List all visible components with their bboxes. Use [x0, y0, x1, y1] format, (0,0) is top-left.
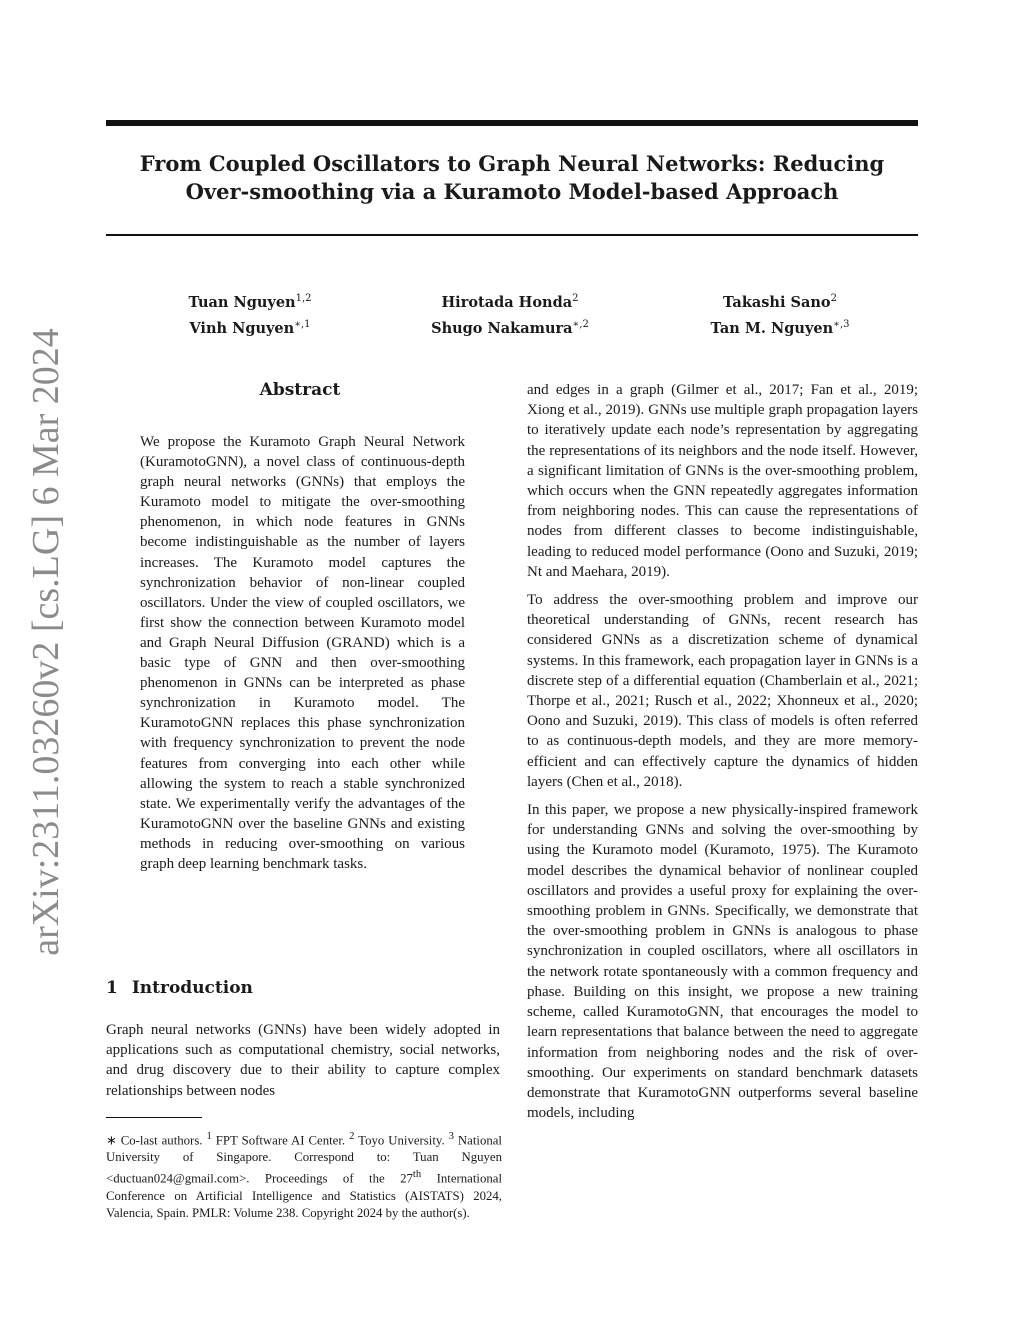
section-title: Introduction — [131, 978, 253, 998]
section-heading-introduction — [106, 978, 253, 998]
introduction-text: Graph neural networks (GNNs) have been widely adopted in applications such as computational chemistry, social networks, and drug discovery due to their ability to capture complex relationships between nodes — [106, 1022, 500, 1099]
paper-title — [106, 150, 918, 206]
title-line-2: Over-smoothing via a Kuramoto Model-based Approach — [185, 179, 839, 204]
author: Vinh Nguyen$^{∗,1}$ — [189, 318, 311, 337]
footnote-rule — [106, 1117, 202, 1118]
paragraph: and edges in a graph (Gilmer et al., 2017; Fan et al., 2019; Xiong et al., 2019). GNNs use multiple graph propagation layers to iteratively update each node’s representation by aggregating the representations of its neighbors and the node itself. However, a significant limitation of GNNs is the over-smoothing problem, which occurs when the GNN repeatedly aggregates information from neighboring nodes. This can cause the representations of nodes from different classes to become indistinguishable, leading to reduced model performance (Oono and Suzuki, 2019; Nt and Maehara, 2019). — [527, 382, 918, 580]
author-column-1 — [160, 288, 340, 340]
author: Shugo Nakamura$^{∗,2}$ — [431, 318, 589, 337]
author: Tuan Nguyen$^{1,2}$ — [188, 293, 312, 311]
author: Tan M. Nguyen$^{∗,3}$ — [710, 318, 850, 337]
section-number: 1 — [106, 978, 118, 998]
abstract-text: We propose the Kuramoto Graph Neural Network (KuramotoGNN), a novel class of continuous-depth graph neural networks (GNNs) that employs the Kuramoto model to mitigate the over-smoothing phenomenon, in which node features in GNNs become indistinguishable as the number of layers increases. The Kuramoto model captures the synchronization behavior of non-linear coupled oscillators. Under the view of coupled oscillators, we first show the connection between Kuramoto model and Graph Neural Diffusion (GRAND) which is a basic type of GNN and then over-smoothing phenomenon in GNNs can be interpreted as phase synchronization in Kuramoto model. The KuramotoGNN replaces this phase synchronization with frequency synchronization to prevent the node features from converging into each other while allowing the system to reach a stable synchronized state. We experimentally verify the advantages of the KuramotoGNN over the baseline GNNs and existing methods in reducing over-smoothing on various graph deep learning benchmark tasks. — [140, 434, 465, 872]
title-line-1: From Coupled Oscillators to Graph Neural Networks: Reducing — [139, 151, 885, 176]
right-column — [527, 380, 918, 1131]
paragraph: To address the over-smoothing problem and improve our theoretical understanding of GNNs, recent research has considered GNNs as a discretization scheme of dynamical systems. In this framework, each propagation layer in GNNs is a discrete step of a differential equation (Chamberlain et al., 2021; Thorpe et al., 2021; Rusch et al., 2022; Xhonneux et al., 2020; Oono and Suzuki, 2019). This class of models is often referred to as continuous-depth models, and they are more memory-efficient and can effectively capture the dynamics of hidden layers (Chen et al., 2018). — [527, 592, 918, 790]
author: Takashi Sano$^2$ — [723, 293, 837, 311]
author-column-3 — [680, 288, 880, 340]
title-bottom-rule — [106, 234, 918, 236]
author: Hirotada Honda$^2$ — [441, 293, 579, 311]
footnote: ∗ Co-last authors. $^1$ FPT Software AI Center. $^2$ Toyo University. $^3$ National University of Singapore. Correspond to: Tuan Nguyen <ductuan024@gmail.com>. Proceedings of the 27th International Conference on Artificial Intelligence and Statistics (AISTATS) 2024, Valencia, Spain. PMLR: Volume 238. Copyright 2024 by the author(s). — [106, 1131, 503, 1220]
author-column-2 — [410, 288, 610, 340]
abstract-heading: Abstract — [259, 380, 341, 400]
arxiv-identifier: arXiv:2311.03260v2 [cs.LG] 6 Mar 2024 — [25, 328, 67, 956]
title-top-rule — [106, 120, 918, 126]
paragraph: In this paper, we propose a new physically-inspired framework for understanding GNNs and solving the over-smoothing by using the Kuramoto model (Kuramoto, 1975). The Kuramoto model describes the dynamical behavior of nonlinear coupled oscillators and provides a useful proxy for explaining the over-smoothing problem in GNNs. Specifically, we demonstrate that the over-smoothing problem in GNNs is analogous to phase synchronization in coupled oscillators, where all oscillators in the network rotate spontaneously with a common frequency and phase. Building on this insight, we propose a new training scheme, called KuramotoGNN, that encourages the model to learn representations that balance between the need to aggregate information from neighboring nodes and the risk of over-smoothing. Our experiments on standard benchmark datasets demonstrate that KuramotoGNN outperforms several baseline models, including — [527, 802, 918, 1122]
